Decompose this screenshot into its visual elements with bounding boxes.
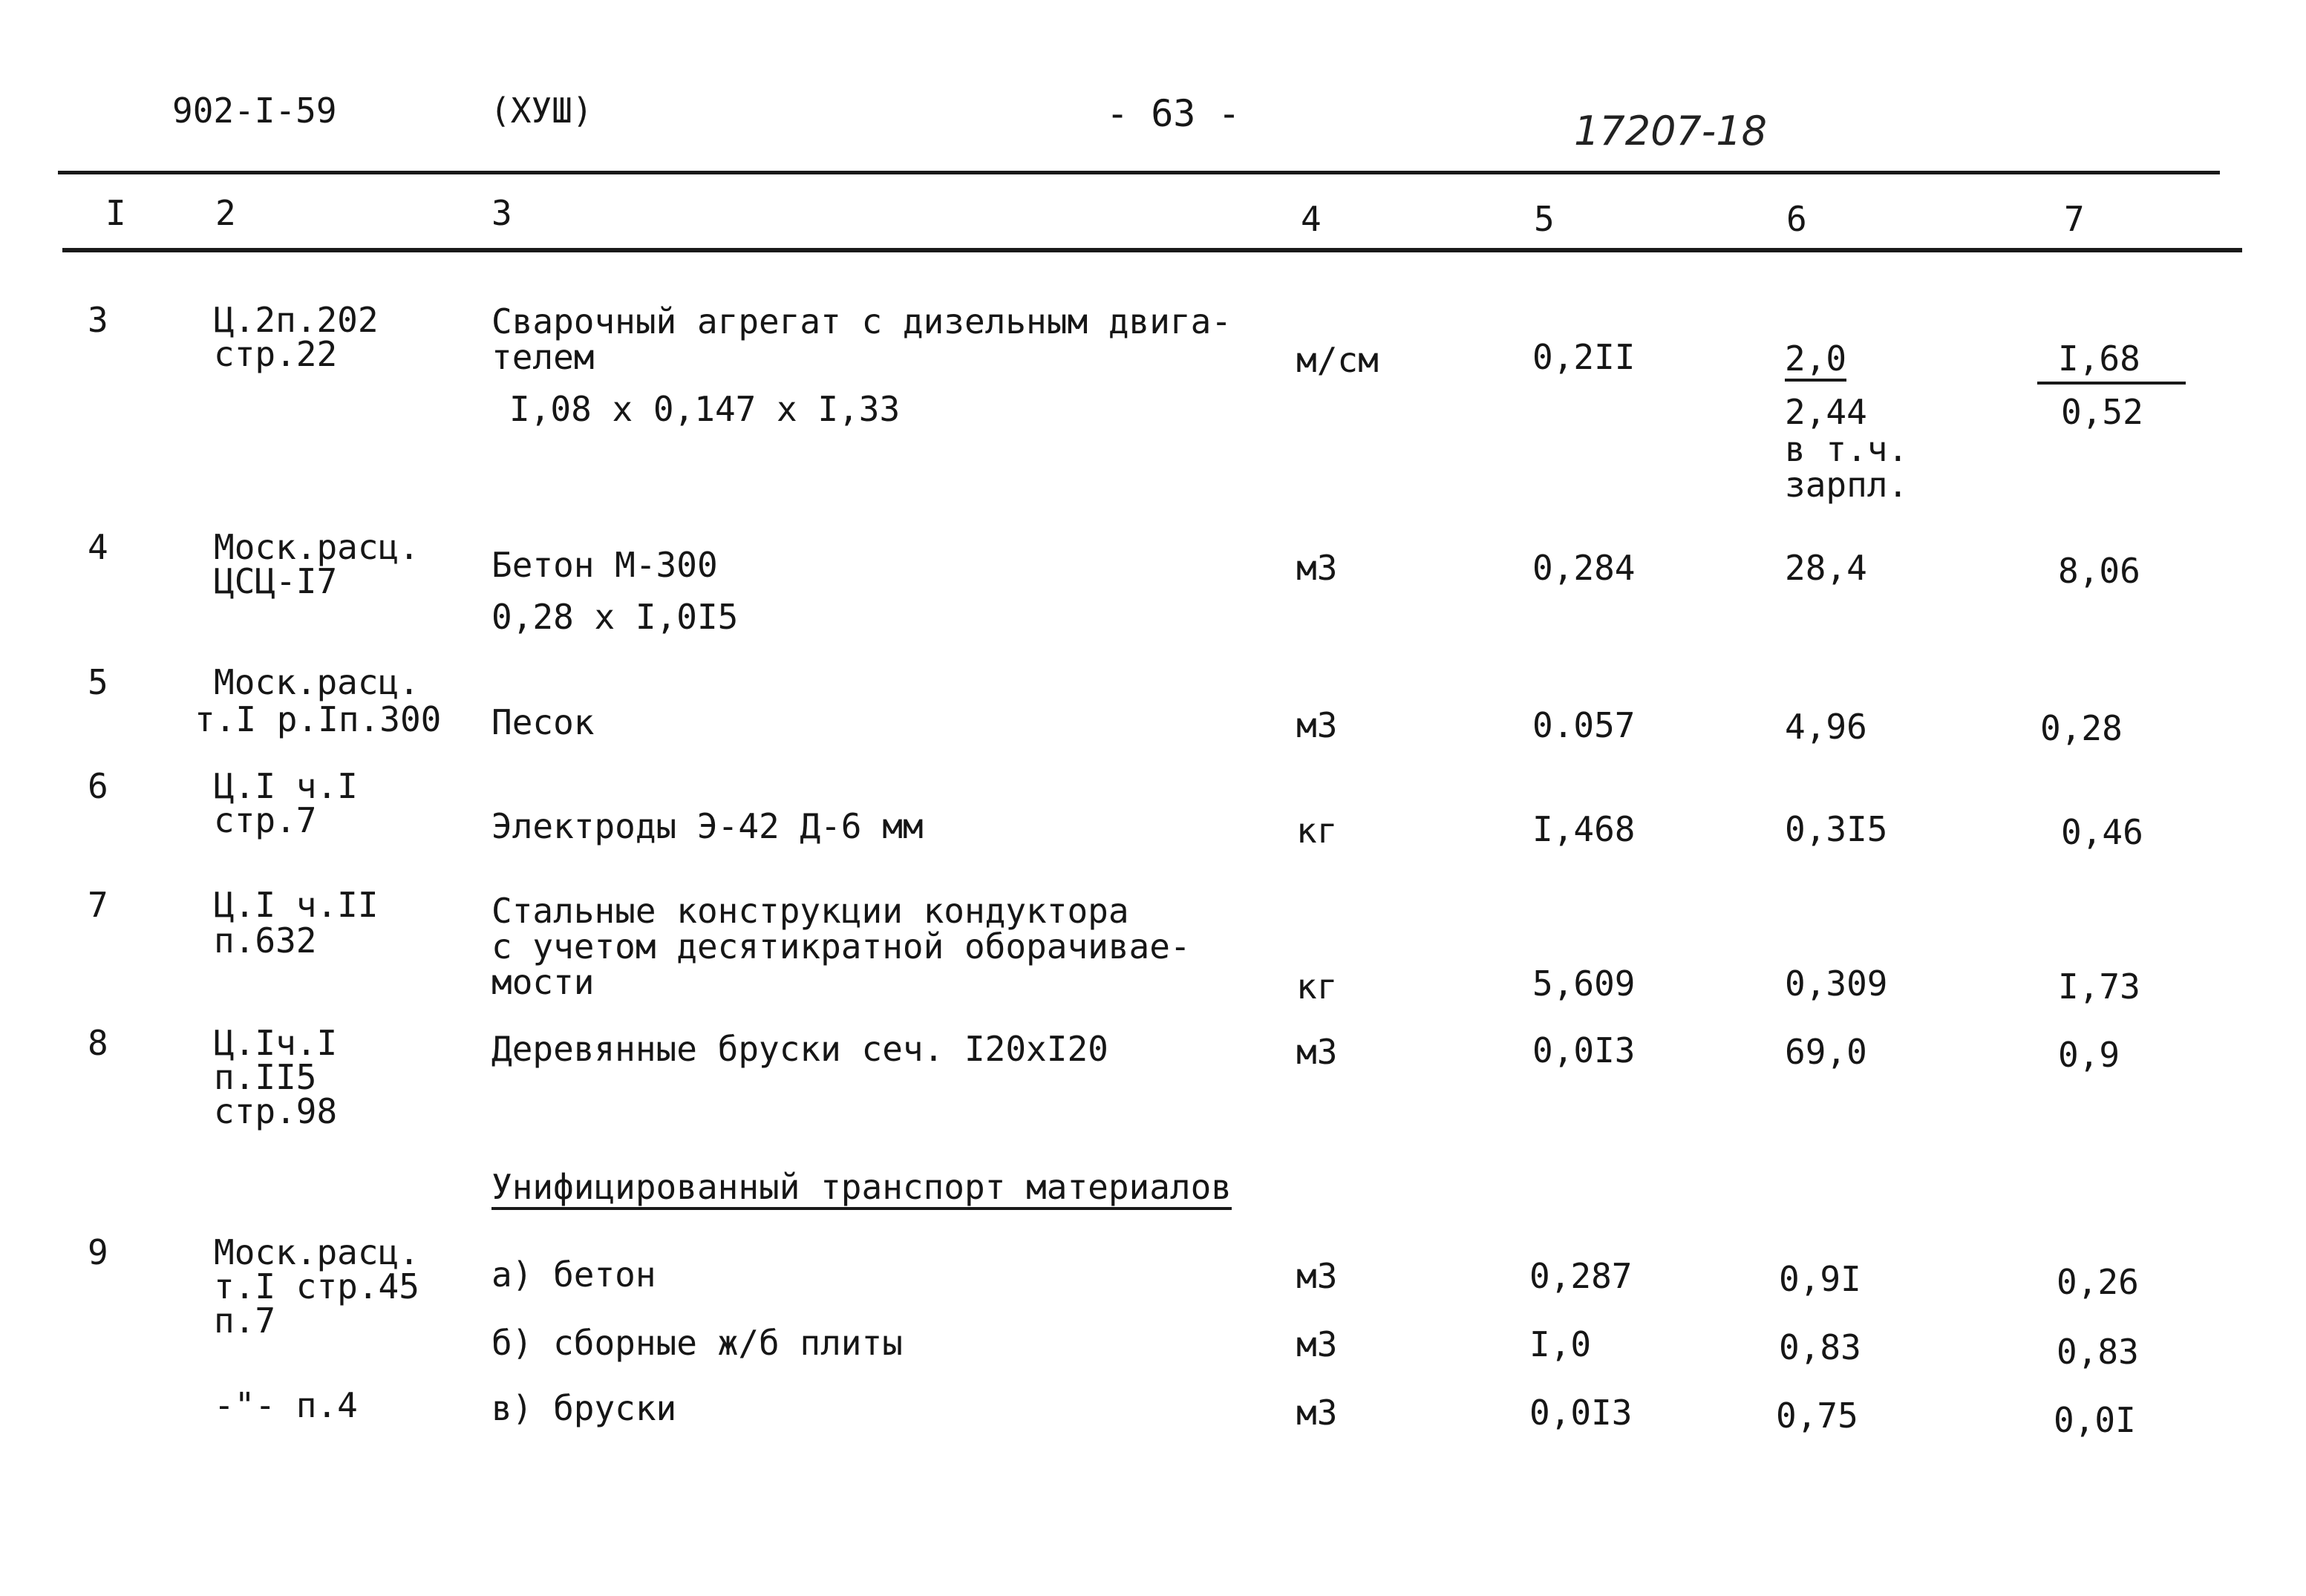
reference-line: Ц.I ч.I <box>214 766 358 806</box>
price: 2,0 <box>1785 341 1846 382</box>
total-line: 0,52 <box>2061 392 2143 432</box>
total: 0,26 <box>2057 1262 2139 1302</box>
row-number: 7 <box>88 885 108 925</box>
price-line: 2,44 <box>1785 392 1867 432</box>
reference-line: Ц.2п.202 <box>214 300 379 340</box>
item-name-line: Сварочный агрегат с дизельным двига- <box>491 301 1232 341</box>
column-header: 6 <box>1786 199 1807 239</box>
quantity: I,468 <box>1532 809 1636 849</box>
reference-line: п.II5 <box>214 1057 317 1097</box>
column-header: 2 <box>215 193 236 233</box>
reference-line: Моск.расц. <box>214 1232 419 1272</box>
unit: кг <box>1296 967 1338 1007</box>
price: 28,4 <box>1785 548 1867 588</box>
quantity: 0,284 <box>1532 548 1636 588</box>
item-name-line: телем <box>491 337 595 377</box>
handwritten-code: 17207-18 <box>1574 108 1767 154</box>
row-number: 9 <box>88 1232 108 1272</box>
price: 0,309 <box>1785 964 1888 1004</box>
total: 0,0I <box>2054 1400 2136 1440</box>
section-title: Унифицированный транспорт материалов <box>491 1170 1232 1210</box>
price: 69,0 <box>1785 1032 1867 1072</box>
price: 0,9I <box>1779 1259 1861 1299</box>
formula: 0,28 x I,0I5 <box>491 597 739 637</box>
reference-line: п.632 <box>214 920 317 961</box>
header-bottom-rule <box>62 248 2242 252</box>
item-name-line: Бетон М-300 <box>491 545 718 585</box>
item-name-line: мости <box>491 962 595 1002</box>
unit: м3 <box>1296 1324 1338 1364</box>
price: 0,83 <box>1779 1327 1861 1367</box>
page-number: - 63 - <box>1106 92 1241 135</box>
quantity: 0,0I3 <box>1532 1030 1636 1070</box>
item-name-line: Песок <box>491 702 595 742</box>
row-number: 8 <box>88 1023 108 1063</box>
total: 0,46 <box>2061 812 2143 852</box>
header-top-rule <box>58 171 2220 174</box>
total: I,68 <box>2058 339 2140 379</box>
quantity: 5,609 <box>1532 964 1636 1004</box>
unit: м3 <box>1296 548 1338 588</box>
unit: кг <box>1296 811 1338 851</box>
row-number: 3 <box>88 300 108 340</box>
item-name-line: Деревянные бруски сеч. I20хI20 <box>491 1029 1108 1069</box>
price: 4,96 <box>1785 707 1867 747</box>
fraction-line <box>2037 382 2186 385</box>
price: 0,3I5 <box>1785 809 1888 849</box>
sub-item-name: б) сборные ж/б плиты <box>491 1323 903 1363</box>
reference-line: т.I стр.45 <box>214 1266 419 1306</box>
formula: I,08 x 0,147 x I,33 <box>509 389 901 429</box>
total: I,73 <box>2058 967 2140 1007</box>
reference-line: ЦСЦ-I7 <box>214 561 338 601</box>
row-number: 5 <box>88 662 108 702</box>
row-number: 4 <box>88 527 108 567</box>
column-header: 5 <box>1534 199 1555 239</box>
unit: м3 <box>1296 1256 1338 1296</box>
reference-line: стр.7 <box>214 800 317 840</box>
sub-item-name: а) бетон <box>491 1255 656 1295</box>
quantity: 0,0I3 <box>1529 1393 1633 1433</box>
unit: м/см <box>1296 340 1379 380</box>
reference-line: Моск.расц. <box>214 662 419 702</box>
quantity: 0,287 <box>1529 1256 1633 1296</box>
total: 0,9 <box>2058 1035 2120 1075</box>
reference-line: стр.22 <box>214 334 338 374</box>
item-name-line: Электроды Э-42 Д-6 мм <box>491 806 924 846</box>
sub-item-name: в) бруски <box>491 1388 677 1428</box>
column-header: 4 <box>1301 199 1322 239</box>
unit: м3 <box>1296 1393 1338 1433</box>
row-number: 6 <box>88 766 108 806</box>
quantity: 0.057 <box>1532 705 1636 745</box>
unit: м3 <box>1296 1032 1338 1072</box>
total: 0,83 <box>2057 1332 2139 1372</box>
reference-line: стр.98 <box>214 1091 338 1131</box>
price-line: зарпл. <box>1785 465 1909 505</box>
total: 0,28 <box>2040 708 2123 748</box>
column-header: 7 <box>2064 199 2085 239</box>
price-line: в т.ч. <box>1785 429 1909 469</box>
reference-line: Моск.расц. <box>214 527 419 567</box>
quantity: I,0 <box>1529 1324 1592 1364</box>
reference-ditto: -"- п.4 <box>214 1385 358 1425</box>
doc-code: 902-I-59 <box>172 91 337 131</box>
unit: м3 <box>1296 705 1338 745</box>
total: 8,06 <box>2058 551 2140 591</box>
price: 0,75 <box>1776 1396 1858 1436</box>
item-name-line: Стальные конструкции кондуктора <box>491 891 1129 931</box>
section-number: (ХУШ) <box>490 91 593 131</box>
quantity: 0,2II <box>1532 337 1636 377</box>
reference-line: т.I р.Iп.300 <box>195 699 442 739</box>
reference-line: п.7 <box>214 1301 276 1341</box>
column-header: 3 <box>491 193 512 233</box>
reference-line: Ц.I ч.II <box>214 885 379 925</box>
column-header: I <box>105 193 126 233</box>
item-name-line: с учетом десятикратной оборачивае- <box>491 926 1191 967</box>
reference-line: Ц.Iч.I <box>214 1023 338 1063</box>
